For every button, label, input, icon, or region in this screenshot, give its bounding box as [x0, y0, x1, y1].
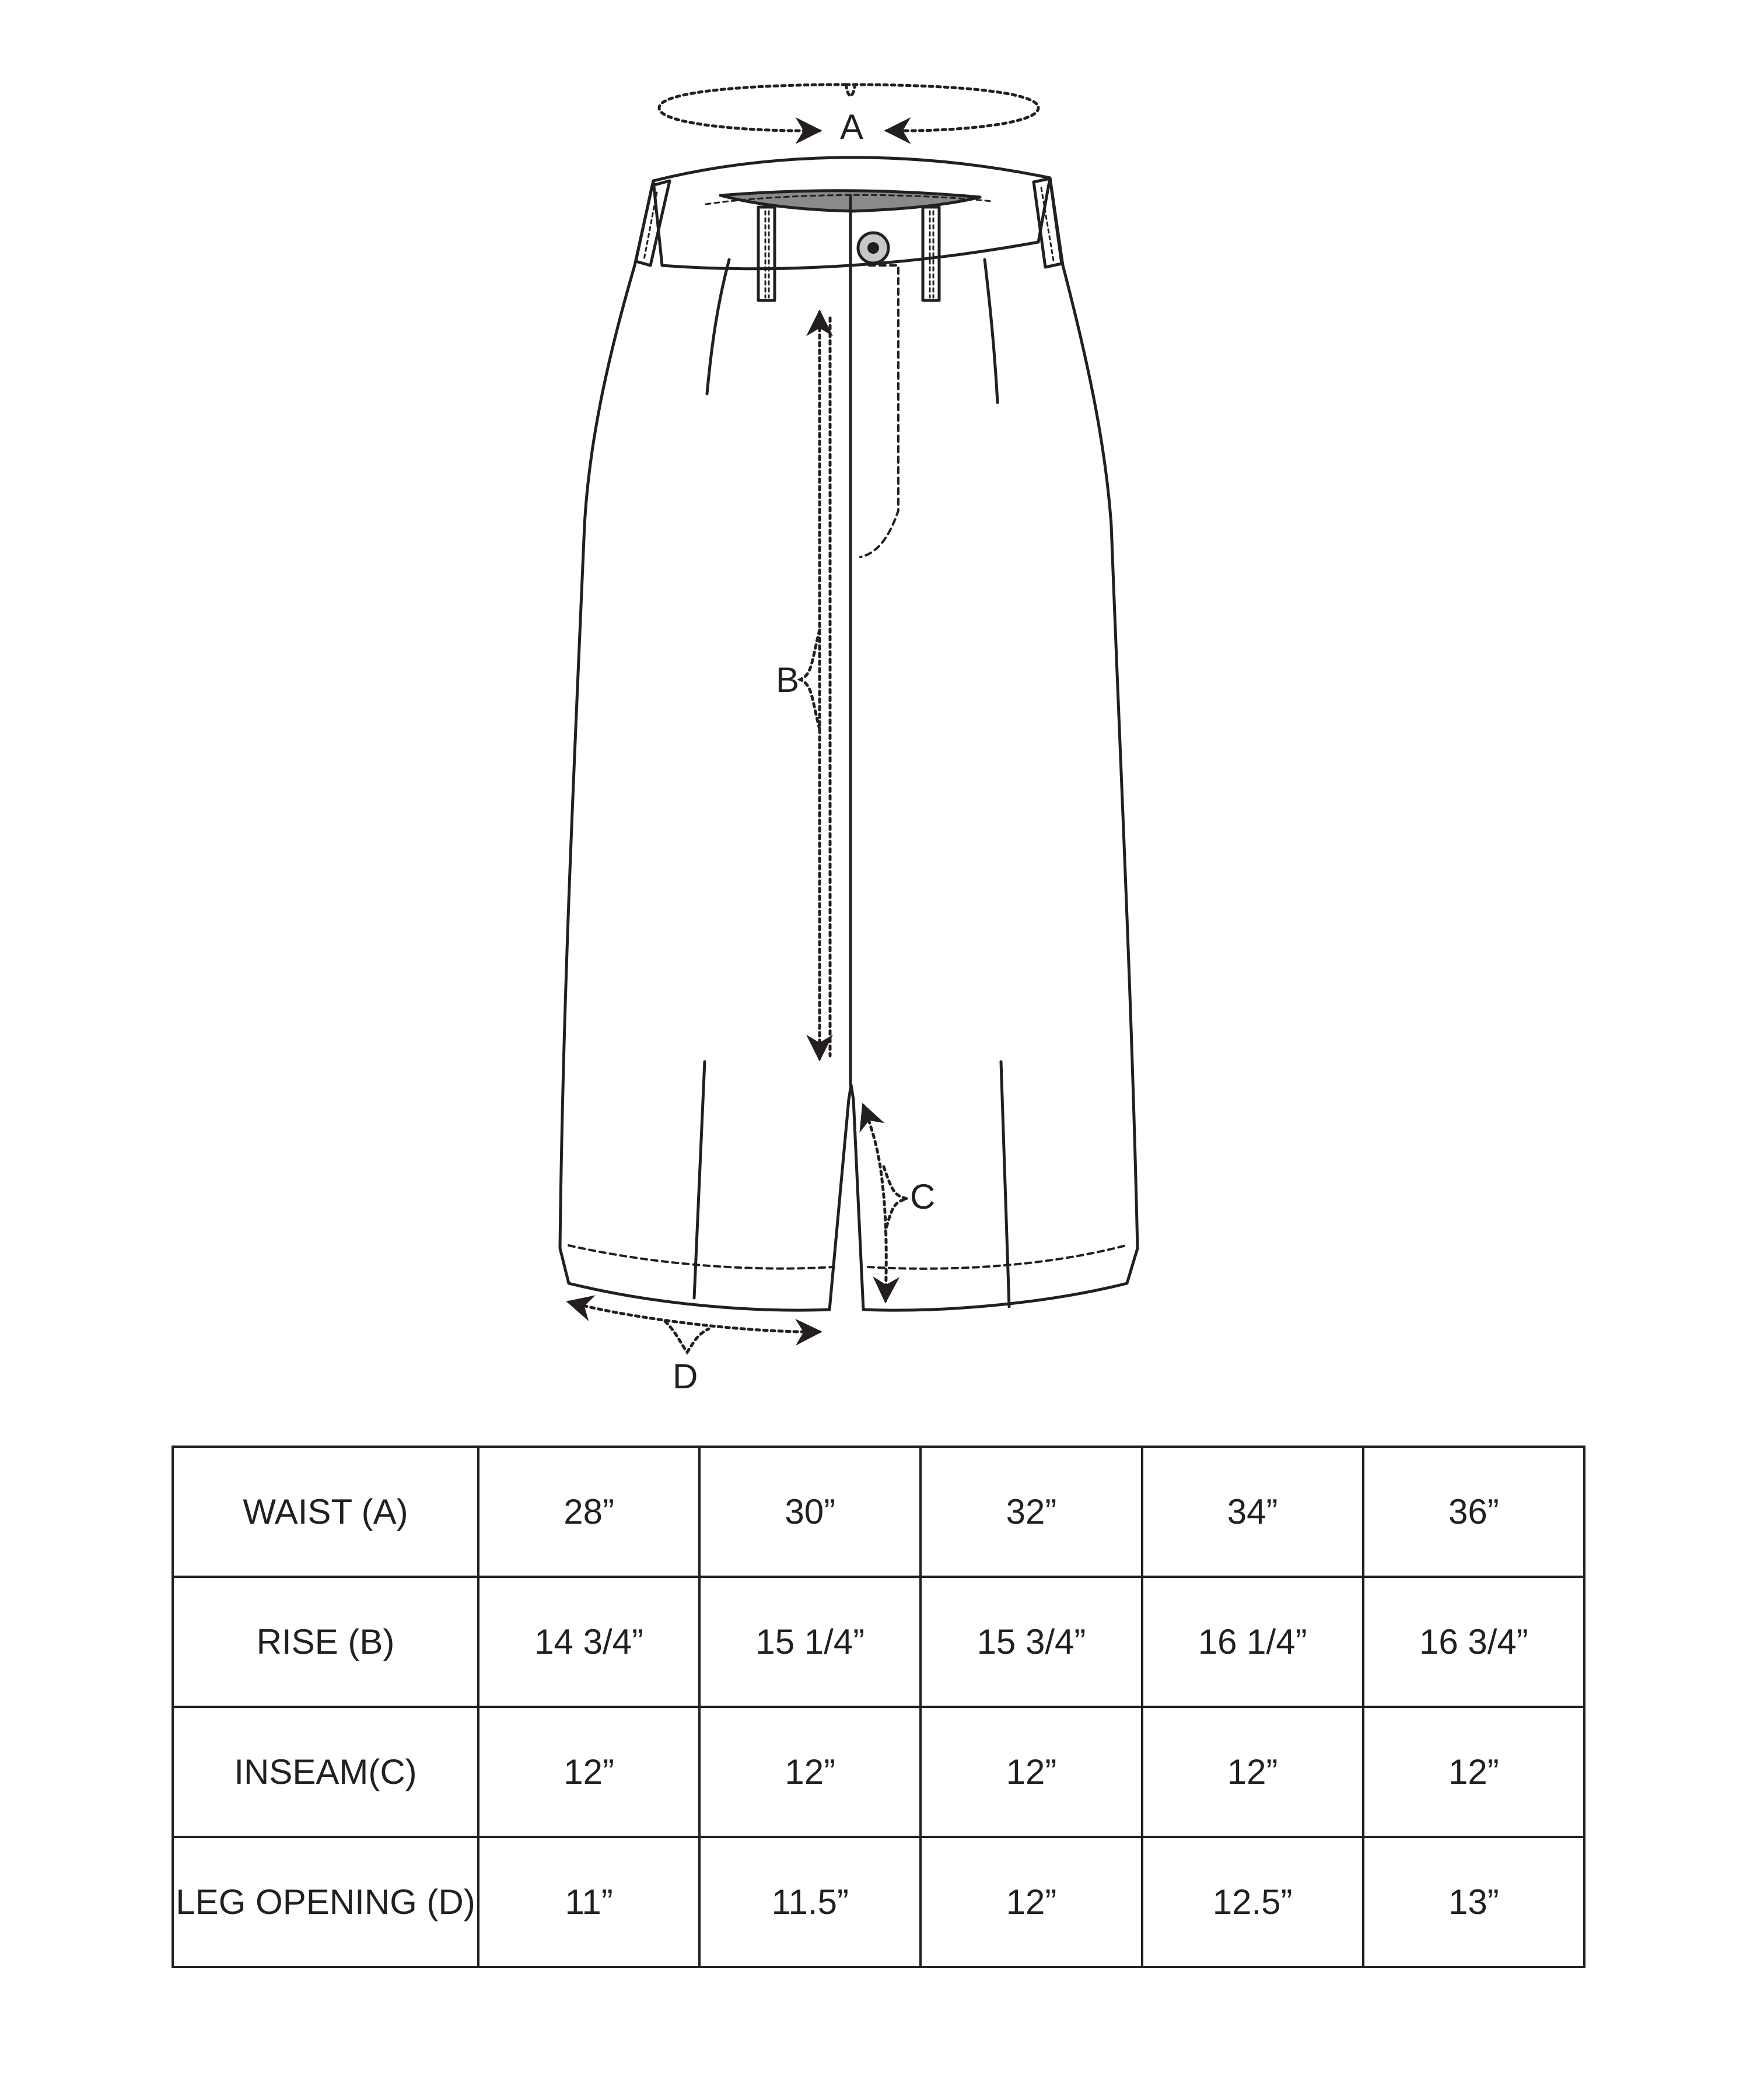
table-cell: 28” [478, 1447, 699, 1577]
row-header-rise: RISE (B) [173, 1577, 478, 1707]
table-cell: 12” [699, 1707, 921, 1837]
table-cell: 11.5” [699, 1837, 921, 1967]
table-cell: 15 1/4” [699, 1577, 921, 1707]
table-cell: 15 3/4” [921, 1577, 1142, 1707]
table-cell: 12” [921, 1707, 1142, 1837]
table-cell: 14 3/4” [478, 1577, 699, 1707]
table-cell: 16 1/4” [1142, 1577, 1363, 1707]
label-b: B [776, 660, 800, 699]
row-header-inseam: INSEAM(C) [173, 1707, 478, 1837]
table-cell: 16 3/4” [1363, 1577, 1584, 1707]
size-chart-table [172, 1446, 1586, 1968]
leg-opening-measure-line [569, 1302, 820, 1332]
inseam-measure-line [863, 1105, 886, 1301]
belt-loop-right-front [923, 207, 939, 300]
table-cell: 34” [1142, 1447, 1363, 1577]
button-icon [858, 233, 888, 263]
row-header-leg-opening: LEG OPENING (D) [173, 1837, 478, 1967]
row-header-waist: WAIST (A) [173, 1447, 478, 1577]
table-cell: 12” [1363, 1707, 1584, 1837]
table-cell: 36” [1363, 1447, 1584, 1577]
label-a: A [840, 107, 864, 146]
waist-measure-ellipse [659, 85, 846, 131]
table-cell: 32” [921, 1447, 1142, 1577]
label-c: C [910, 1177, 936, 1216]
belt-loop-left-side [636, 181, 670, 265]
label-d: D [673, 1357, 698, 1396]
table-cell: 30” [699, 1447, 921, 1577]
right-leg-outline [853, 178, 1138, 1310]
table-row [173, 1577, 1584, 1707]
table-cell: 11” [478, 1837, 699, 1967]
table-row [173, 1707, 1584, 1837]
left-leg-outline [560, 181, 849, 1310]
table-cell: 12” [921, 1837, 1142, 1967]
table-cell: 12.5” [1142, 1837, 1363, 1967]
table-row [173, 1447, 1584, 1577]
table-cell: 12” [1142, 1707, 1363, 1837]
belt-loop-left-front [758, 207, 775, 300]
table-cell: 13” [1363, 1837, 1584, 1967]
table-row [173, 1837, 1584, 1967]
table-cell: 12” [478, 1707, 699, 1837]
